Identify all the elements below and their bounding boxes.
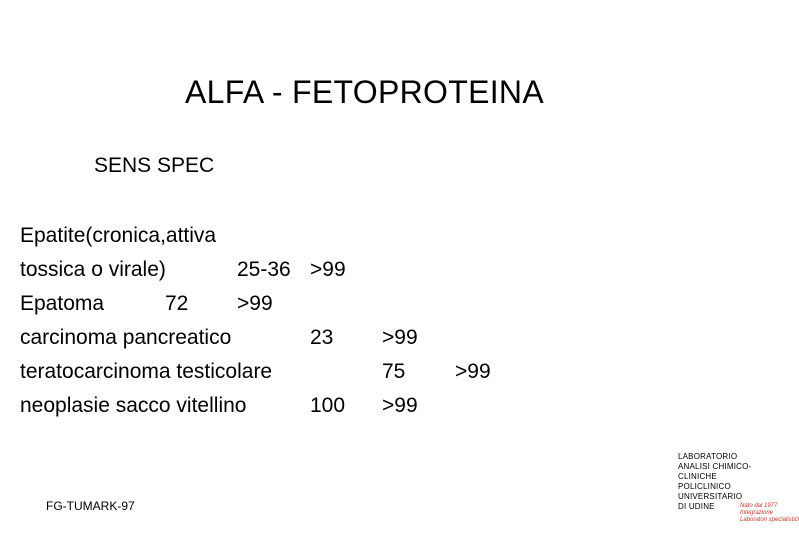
stamp-line: Laboratori specialistici — [740, 517, 799, 523]
row-spec-tossica: >99 — [310, 258, 346, 281]
row-label-pancreatico: carcinoma pancreatico — [20, 326, 232, 349]
row-sens-epatoma: 72 — [165, 292, 189, 315]
laboratory-credit-line: LABORATORIO — [678, 452, 738, 461]
laboratory-credit-line: POLICLINICO — [678, 482, 731, 491]
stamp-line: Nato dal 1977 — [740, 503, 778, 509]
column-headings: SENS SPEC — [94, 154, 215, 177]
laboratory-credit-line: UNIVERSITARIO — [678, 492, 743, 501]
row-label-epatoma: Epatoma — [20, 292, 105, 315]
row-spec-sacco-vitellino: >99 — [382, 394, 418, 417]
row-sens-sacco-vitellino: 100 — [310, 394, 346, 417]
stamp-line: Integrazione — [740, 510, 774, 516]
row-spec-pancreatico: >99 — [382, 326, 418, 349]
row-spec-epatoma: >99 — [237, 292, 273, 315]
row-sens-tossica: 25-36 — [237, 258, 291, 281]
row-spec-teratocarcinoma: >99 — [455, 360, 491, 383]
laboratory-stamp — [740, 503, 799, 524]
row-label-teratocarcinoma: teratocarcinoma testicolare — [20, 360, 273, 383]
document-code: FG-TUMARK-97 — [46, 499, 135, 513]
row-label-tossica: tossica o virale) — [20, 258, 166, 281]
laboratory-credit-line: ANALISI CHIMICO- — [678, 462, 752, 471]
row-sens-teratocarcinoma: 75 — [382, 360, 406, 383]
slide-title: ALFA - FETOPROTEINA — [185, 74, 544, 110]
row-label-epatite: Epatite(cronica,attiva — [20, 224, 217, 247]
row-sens-pancreatico: 23 — [310, 326, 334, 349]
row-label-sacco-vitellino: neoplasie sacco vitellino — [20, 394, 247, 417]
laboratory-credit-line: CLINICHE — [678, 472, 717, 481]
laboratory-credit-line: DI UDINE — [678, 502, 715, 511]
